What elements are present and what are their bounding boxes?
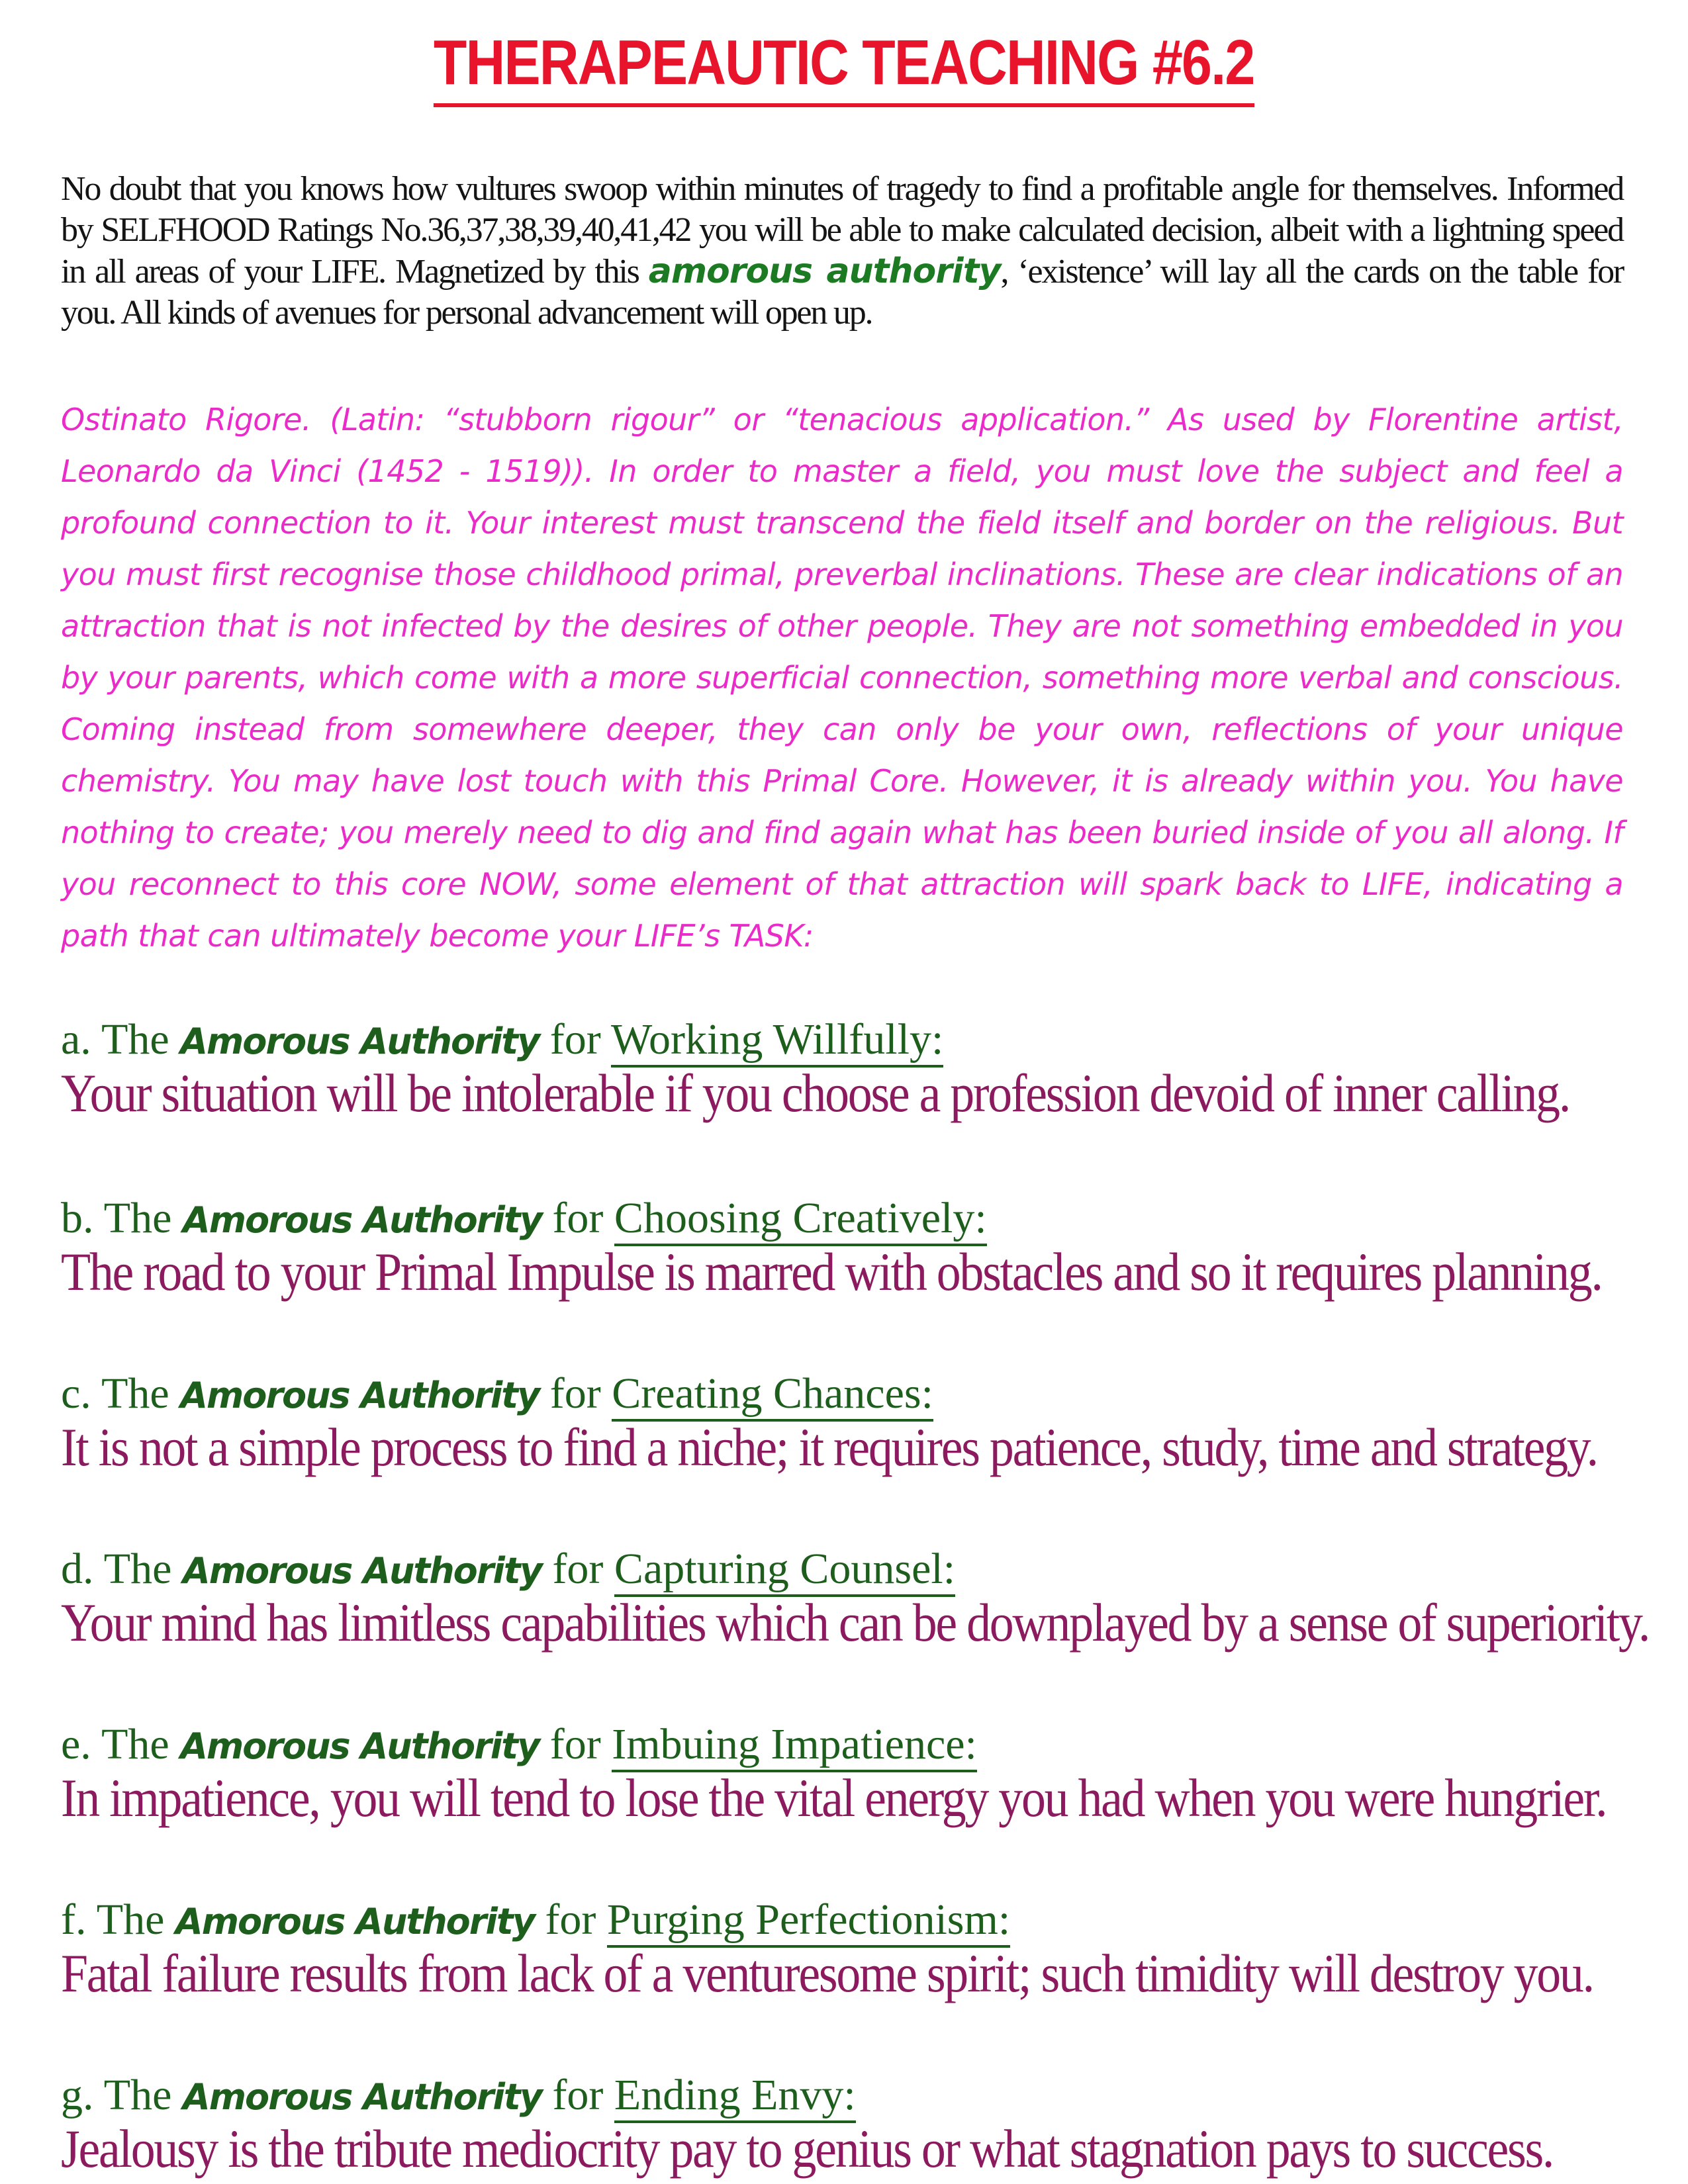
list-item-c xyxy=(61,1370,1623,1475)
item-prefix: d. The xyxy=(61,1545,183,1593)
list-item-f xyxy=(61,1896,1623,2001)
item-topic: Capturing Counsel: xyxy=(614,1545,955,1597)
item-topic: Choosing Creatively: xyxy=(614,1194,987,1246)
item-for: for xyxy=(541,1545,614,1593)
item-prefix: a. The xyxy=(61,1015,181,1064)
item-topic: Working Willfully: xyxy=(611,1015,943,1068)
intro-highlight: amorous authority xyxy=(648,251,1001,291)
item-description: Jealousy is the tribute mediocrity pay to genius or what stagnation pays to success. xyxy=(61,2118,1554,2179)
item-for: for xyxy=(539,1369,612,1418)
item-topic: Imbuing Impatience: xyxy=(612,1720,977,1772)
item-prefix: f. The xyxy=(61,1895,175,1944)
item-prefix: b. The xyxy=(61,1194,183,1242)
item-heading xyxy=(61,1896,1623,1946)
item-authority: Amorous Authority xyxy=(180,1375,539,1416)
item-prefix: c. The xyxy=(61,1369,181,1418)
item-authority: Amorous Authority xyxy=(182,2076,541,2118)
item-prefix: e. The xyxy=(61,1720,181,1768)
item-prefix: g. The xyxy=(61,2071,183,2119)
item-for: for xyxy=(539,1720,612,1768)
page-title-text: THERAPEAUTIC TEACHING #6.2 xyxy=(434,26,1254,107)
item-heading xyxy=(61,1370,1623,1420)
latin-paragraph: Ostinato Rigore. (Latin: “stubborn rigour” or “tenacious application.” As used by Florentine artist, Leonardo da Vinci (1452 - 1519)). In order to master a field, you must love the subject and feel a profound connection to it. Your interest must transcend the field itself and border on the religious. But you must first recognise those childhood primal, preverbal inclinations. These are clear indications of an attraction that is not infected by the desires of other people. They are not something embedded in you by your parents, which come with a more superficial connection, something more verbal and conscious. Coming instead from somewhere deeper, they can only be your own, reflections of your unique chemistry. You may have lost touch with this Primal Core. However, it is already within you. You have nothing to create; you merely need to dig and find again what has been buried inside of you all along. If you reconnect to this core NOW, some element of that attraction will spark back to LIFE, indicating a path that can ultimately become your LIFE’s TASK: xyxy=(61,402,1623,954)
list-item-e xyxy=(61,1721,1623,1826)
item-description: Fatal failure results from lack of a venturesome spirit; such timidity will destroy you. xyxy=(61,1943,1593,2003)
item-authority: Amorous Authority xyxy=(175,1901,534,1942)
item-for: for xyxy=(541,1194,614,1242)
item-topic: Creating Chances: xyxy=(612,1369,933,1422)
item-for: for xyxy=(539,1015,612,1064)
item-heading xyxy=(61,1545,1623,1595)
item-heading xyxy=(61,2071,1623,2121)
list-item-g xyxy=(61,2071,1623,2177)
intro-text-part-2: , ‘existence’ will lay all the cards on the table for you. All kinds of avenues for personal advancement will open up. xyxy=(61,253,1623,332)
item-heading xyxy=(61,1195,1623,1244)
item-description: It is not a simple process to find a niche; it requires patience, study, time and strategy. xyxy=(61,1417,1597,1477)
list-item-d xyxy=(61,1545,1650,1653)
page-title xyxy=(0,26,1688,107)
item-topic: Purging Perfectionism: xyxy=(607,1895,1010,1948)
list-item-a xyxy=(61,1016,1623,1121)
item-authority: Amorous Authority xyxy=(182,1550,541,1592)
item-for: for xyxy=(534,1895,607,1944)
item-description: The road to your Primal Impulse is marred with obstacles and so it requires planning. xyxy=(61,1242,1602,1302)
intro-text-part-1: No doubt that you knows how vultures swoop within minutes of tragedy to find a profitable angle for themselves. Informed by SELFHOOD Ratings No.36,37,38,39,40,41,42 you will be able to make calculated decision, albeit with a lightning speed in all areas of your LIFE. Magnetized by this xyxy=(61,170,1623,291)
intro-paragraph xyxy=(61,169,1623,334)
list-item-b xyxy=(61,1195,1623,1300)
item-authority: Amorous Authority xyxy=(182,1199,541,1241)
item-heading xyxy=(61,1721,1623,1770)
item-heading xyxy=(61,1016,1623,1066)
item-description: Your situation will be intolerable if you choose a profession devoid of inner calling. xyxy=(61,1063,1570,1123)
item-authority: Amorous Authority xyxy=(180,1021,539,1062)
item-description: In impatience, you will tend to lose the vital energy you had when you were hungrier. xyxy=(61,1768,1607,1828)
item-topic: Ending Envy: xyxy=(614,2071,856,2123)
item-authority: Amorous Authority xyxy=(180,1725,539,1767)
item-for: for xyxy=(541,2071,614,2119)
item-description: Your mind has limitless capabilities which can be downplayed by a sense of superiority. xyxy=(61,1592,1650,1653)
